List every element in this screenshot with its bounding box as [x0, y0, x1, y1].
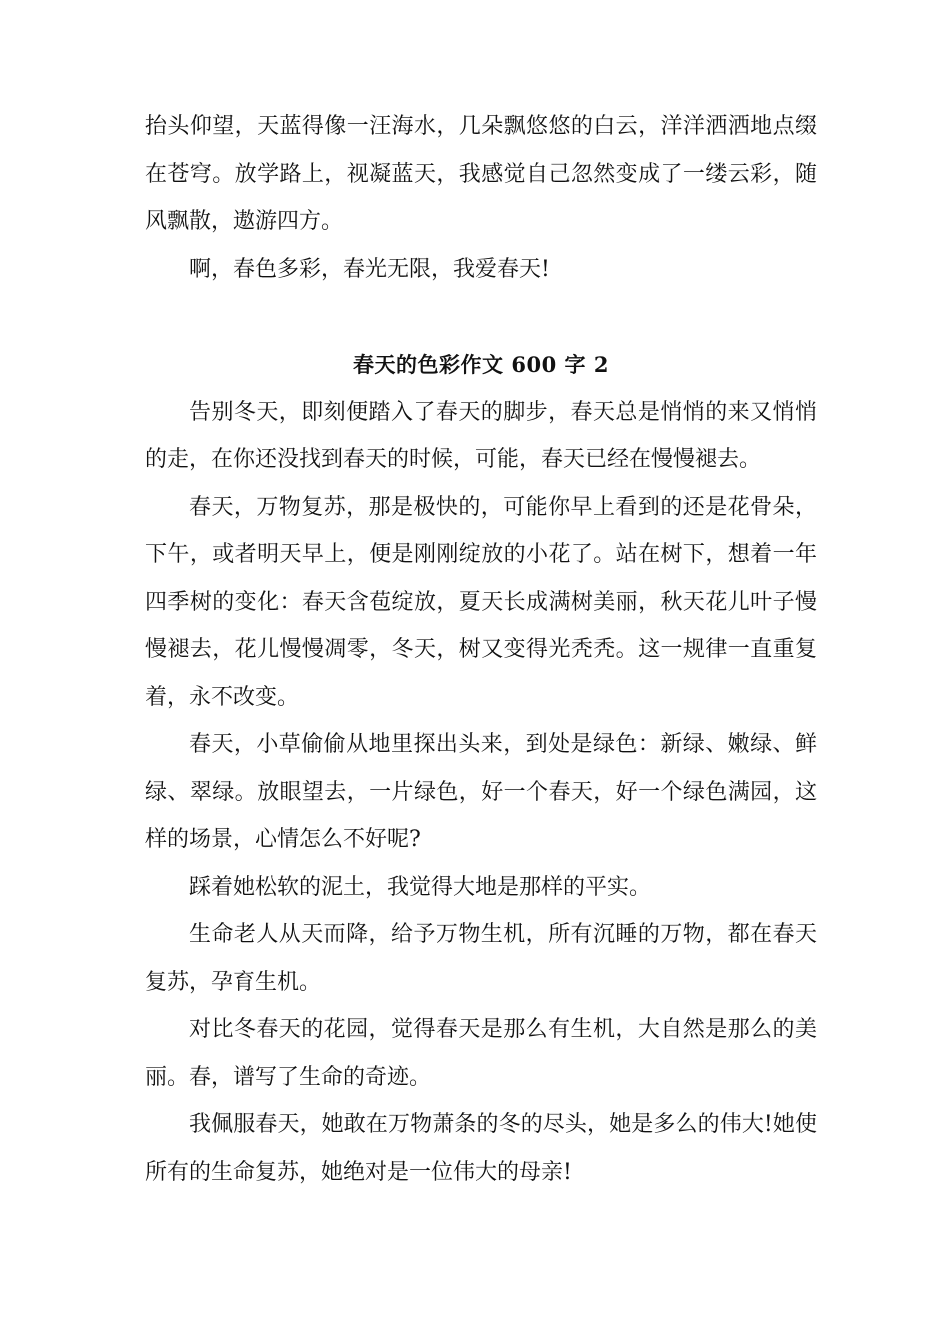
paragraph-love-spring: 啊，春色多彩，春光无限，我爱春天!: [189, 256, 550, 282]
paragraph-life-elder: 生命老人从天而降，给予万物生机，所有沉睡的万物，都在春天复苏，孕育生机。: [145, 922, 817, 995]
paragraph-sky: 抬头仰望，天蓝得像一汪海水，几朵飘悠悠的白云，洋洋洒洒地点缀在苍穹。放学路上，视凝蓝天，我感觉自己忽然变成了一缕云彩，随风飘散，遨游四方。: [145, 114, 817, 234]
document-body: [145, 103, 817, 1196]
paragraph-farewell-winter: 告别冬天，即刻便踏入了春天的脚步，春天总是悄悄的来又悄悄的走，在你还没找到春天的时候，可能，春天已经在慢慢褪去。: [145, 399, 817, 472]
essay-heading: 春天的色彩作文 600 字 2: [353, 352, 609, 377]
paragraph-garden-compare: 对比冬春天的花园，觉得春天是那么有生机，大自然是那么的美丽。春，谱写了生命的奇迹。: [145, 1017, 817, 1090]
paragraph-admire-spring: 我佩服春天，她敢在万物萧条的冬的尽头，她是多么的伟大!她使所有的生命复苏，她绝对是一位伟大的母亲!: [145, 1112, 817, 1185]
paragraph-revival: 春天，万物复苏，那是极快的，可能你早上看到的还是花骨朵，下午，或者明天早上，便是刚刚绽放的小花了。站在树下，想着一年四季树的变化：春天含苞绽放，夏天长成满树美丽，秋天花儿叶子慢慢褪去，花儿慢慢凋零，冬天，树又变得光秃秃。这一规律一直重复着，永不改变。: [145, 494, 817, 710]
paragraph-green-grass: 春天，小草偷偷从地里探出头来，到处是绿色：新绿、嫩绿、鲜绿、翠绿。放眼望去，一片绿色，好一个春天，好一个绿色满园，这样的场景，心情怎么不好呢?: [145, 732, 817, 852]
paragraph-soft-soil: 踩着她松软的泥土，我觉得大地是那样的平实。: [189, 874, 652, 900]
